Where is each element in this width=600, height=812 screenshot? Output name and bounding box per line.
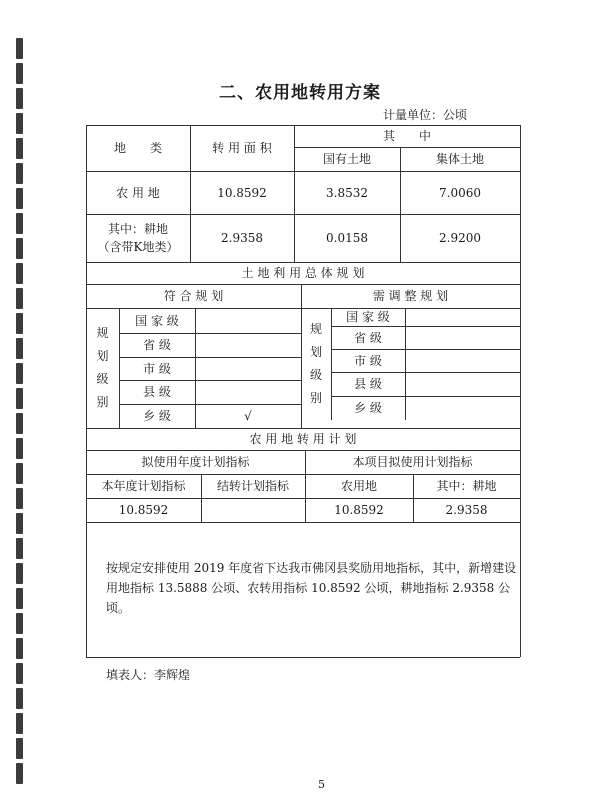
binder-hole-icon	[16, 138, 23, 159]
adjust-mark-province	[405, 326, 520, 349]
conform-level-county: 县 级	[143, 385, 171, 399]
binder-hole-icon	[16, 438, 23, 459]
binder-hole-icon	[16, 613, 23, 634]
binder-hole-icon	[16, 263, 23, 284]
val-carry-over	[201, 498, 305, 522]
adjust-mark-city	[405, 349, 520, 372]
binder-hole-icon	[16, 488, 23, 509]
conform-level-city: 市 级	[143, 361, 171, 376]
adjust-level-national: 国 家 级	[346, 310, 390, 324]
conform-mark-national	[195, 308, 301, 333]
binder-hole-icon	[16, 538, 23, 559]
binder-hole-icon	[16, 113, 23, 134]
binder-hole-icon	[16, 313, 23, 334]
header-state-land: 国有土地	[322, 152, 371, 166]
col-current-year: 本年度计划指标	[101, 479, 186, 493]
binder-hole-icon	[16, 588, 23, 609]
page-number: 5	[318, 778, 325, 791]
conform-mark-city	[195, 357, 301, 380]
row-farmland-state: 0.0158	[326, 231, 368, 245]
binder-hole-icon	[16, 738, 23, 759]
header-among: 其 中	[382, 129, 431, 143]
adjust-level-county: 县 级	[354, 377, 382, 391]
conform-mark-province	[195, 333, 301, 357]
conversion-project-title: 本项目拟使用计划指标	[352, 455, 473, 469]
adjust-mark-national	[405, 308, 520, 326]
col-farmland: 其中：耕地	[436, 479, 497, 493]
binder-hole-icon	[16, 638, 23, 659]
note-paragraph: 按规定安排使用 2019 年度省下达我市佛冈县奖励用地指标，其中，新增建设用地指标 13.5888 公顷、农转用指标 10.8592 公顷，耕地指标 2.9358 公顷。	[106, 561, 517, 615]
binder-hole-icon	[16, 413, 23, 434]
conform-mark-township: √	[244, 409, 252, 423]
row-agri-collective: 7.0060	[439, 185, 481, 200]
planning-level-vertical-left: 规 划 级 别	[96, 326, 109, 409]
binder-hole-icon	[16, 38, 23, 59]
val-current-year: 10.8592	[118, 503, 169, 517]
binder-hole-icon	[16, 213, 23, 234]
form-filler: 填表人：李辉煌	[106, 668, 191, 682]
planning-level-vertical-right: 规 划 级 别	[309, 322, 322, 405]
val-farmland: 2.9358	[445, 503, 488, 517]
row-agri-area: 10.8592	[217, 185, 267, 200]
binder-hole-icon	[16, 363, 23, 384]
adjust-mark-county	[405, 372, 520, 396]
binder-hole-icon	[16, 288, 23, 309]
binder-hole-icon	[16, 713, 23, 734]
binder-hole-icon	[16, 463, 23, 484]
binder-hole-icon	[16, 338, 23, 359]
conform-level-province: 省 级	[143, 338, 171, 352]
binder-hole-icon	[16, 388, 23, 409]
row-agri-label: 农 用 地	[116, 185, 160, 200]
val-agri-land: 10.8592	[334, 503, 384, 517]
conform-mark-county	[195, 380, 301, 404]
binder-hole-icon	[16, 688, 23, 709]
binder-hole-icon	[16, 763, 23, 784]
header-land-type: 地 类	[113, 141, 162, 155]
header-area: 转 用 面 积	[212, 141, 272, 155]
row-farmland-label-line2: （含带K地类）	[97, 240, 179, 254]
row-farmland-collective: 2.9200	[439, 231, 481, 245]
header-collective-land: 集体土地	[435, 152, 484, 166]
adjust-level-township: 乡 级	[354, 401, 382, 415]
row-agri-state: 3.8532	[326, 185, 368, 200]
binder-hole-icon	[16, 238, 23, 259]
row-farmland-area: 2.9358	[221, 231, 263, 245]
conversion-title: 农 用 地 转 用 计 划	[249, 432, 357, 446]
adjust-mark-township	[405, 396, 520, 420]
col-agri-land: 农用地	[340, 479, 377, 493]
planning-title: 土 地 利 用 总 体 规 划	[241, 266, 365, 280]
adjust-level-city: 市 级	[354, 353, 382, 368]
planning-conform-title: 符 合 规 划	[163, 289, 224, 303]
binder-hole-icon	[16, 188, 23, 209]
binder-hole-icon	[16, 163, 23, 184]
col-carry-over: 结转计划指标	[216, 479, 289, 493]
measurement-unit: 计量单位：公顷	[383, 108, 468, 122]
binder-hole-icon	[16, 663, 23, 684]
row-farmland-label-line1: 其中：耕地	[107, 222, 168, 236]
page-title: 二、农用地转用方案	[219, 83, 381, 103]
conversion-annual-title: 拟使用年度计划指标	[141, 455, 250, 469]
conform-level-township: 乡 级	[143, 409, 171, 423]
conform-level-national: 国 家 级	[135, 313, 179, 328]
row-farmland-label	[86, 214, 190, 262]
binder-hole-icon	[16, 513, 23, 534]
adjust-level-province: 省 级	[354, 330, 382, 345]
planning-adjust-title: 需 调 整 规 划	[372, 289, 449, 303]
binder-hole-icon	[16, 563, 23, 584]
